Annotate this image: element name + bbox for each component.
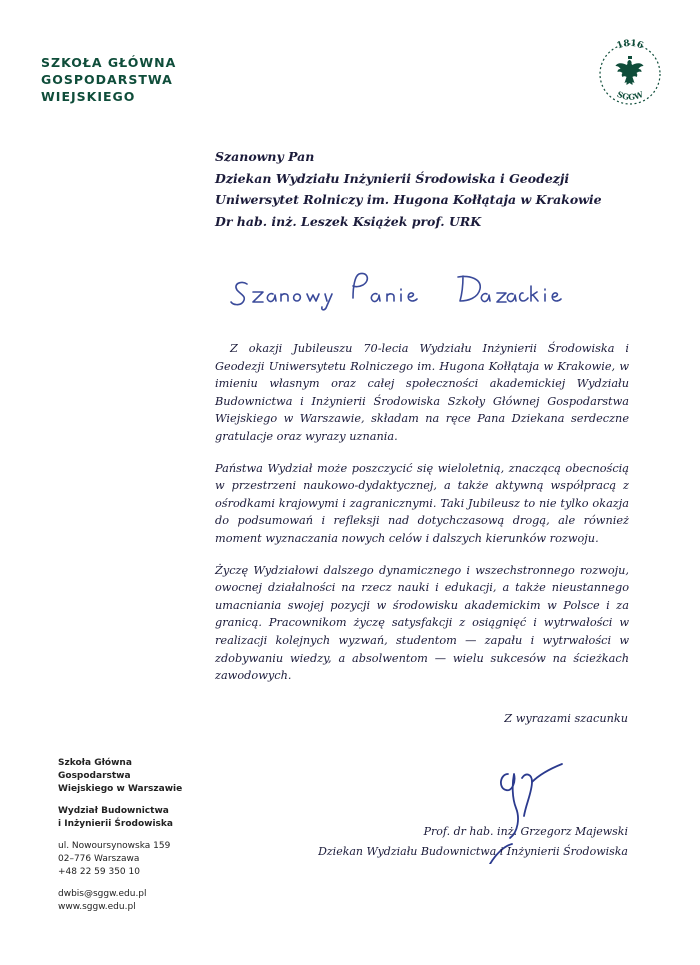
emblem-year: 1816: [615, 38, 645, 52]
footer-line: Szkoła Główna: [58, 758, 132, 768]
svg-text:SGGW: [616, 89, 646, 102]
footer-line: 02–776 Warszawa: [58, 854, 140, 864]
closing-phrase: Z wyrazami szacunku: [504, 712, 628, 725]
recipient-line: Dziekan Wydziału Inżynierii Środowiska i Geodezji: [215, 170, 570, 186]
signer-block: [318, 822, 628, 862]
footer-email-link[interactable]: dwbis@sggw.edu.pl: [58, 889, 147, 899]
body-paragraph: Życzę Wydziałowi dalszego dynamicznego i wszechstronnego rozwoju, owocnej działalności na rzecz nauki i edukacji, a także nieustannego umacniania swojej pozycji w środowisku akademickim w Polsce i za granicą. Pracownikom życzę satysfakcji z osiągnięć i wytrwałości w realizacji kolejnych wyzwań, studentom — zapału i wytrwałości w zdobywaniu wiedzy, a absolwentom — wielu sukcesów na ścieżkach zawodowych.: [215, 563, 629, 683]
footer-line: Gospodarstwa: [58, 771, 131, 781]
recipient-line: Dr hab. inż. Leszek Książek prof. URK: [215, 213, 482, 229]
logo-line: SZKOŁA GŁÓWNA: [41, 55, 177, 70]
logo-line: WIEJSKIEGO: [41, 89, 136, 104]
recipient-line: Uniwersytet Rolniczy im. Hugona Kołłątaja w Krakowie: [215, 192, 602, 207]
logo-line: GOSPODARSTWA: [41, 72, 173, 87]
footer-phone: +48 22 59 350 10: [58, 867, 140, 877]
footer-line: Wiejskiego w Warszawie: [58, 784, 183, 794]
handwritten-salutation: [225, 256, 605, 316]
recipient-address: [215, 146, 602, 232]
footer-institution: [58, 757, 182, 796]
emblem-acronym: SGGW: [615, 88, 645, 102]
body-paragraph: Państwa Wydział może poszczycić się wieloletnią, znaczącą obecnością w przestrzeni naukowo-dydaktycznej, a także aktywną współpracą z ośrodkami krajowymi i zagranicznymi. Taki Jubileusz to nie tylko okazja do podsumowań i refleksji nad dotychczasową drogą, ale również moment wyznaczania nowych celów i dalszych kierunków rozwoju.: [215, 461, 629, 545]
signer-title: Dziekan Wydziału Budownictwa i Inżynierii Środowiska: [318, 845, 628, 858]
body-paragraph: Z okazji Jubileuszu 70-lecia Wydziału Inżynierii Środowiska i Geodezji Uniwersytetu Rolniczego im. Hugona Kołłątaja w Krakowie, w imieniu własnym oraz całej społeczności akademickiej Wydziału Budownictwa i Inżynierii Środowiska Szkoły Głównej Gospodarstwa Wiejskiego w Warszawie, składam na ręce Pana Dziekana serdeczne gratulacje oraz wyrazy uznania.: [215, 342, 629, 443]
signer-name: Prof. dr hab. inż. Grzegorz Majewski: [423, 825, 628, 838]
sggw-emblem: [592, 36, 668, 112]
footer-faculty: [58, 805, 182, 831]
eagle-icon: [616, 56, 644, 85]
footer-address: [58, 840, 182, 879]
svg-text:1816: [616, 39, 645, 52]
letter-body: [215, 340, 629, 699]
institution-logo-text: [41, 54, 176, 105]
footer-line: ul. Nowoursynowska 159: [58, 841, 171, 851]
footer-line: Wydział Budownictwa: [58, 806, 169, 816]
recipient-line: Szanowny Pan: [215, 149, 315, 164]
footer-contact: [58, 757, 182, 923]
footer-website-link[interactable]: www.sggw.edu.pl: [58, 902, 136, 912]
footer-line: i Inżynierii Środowiska: [58, 819, 173, 829]
footer-links: [58, 888, 182, 914]
